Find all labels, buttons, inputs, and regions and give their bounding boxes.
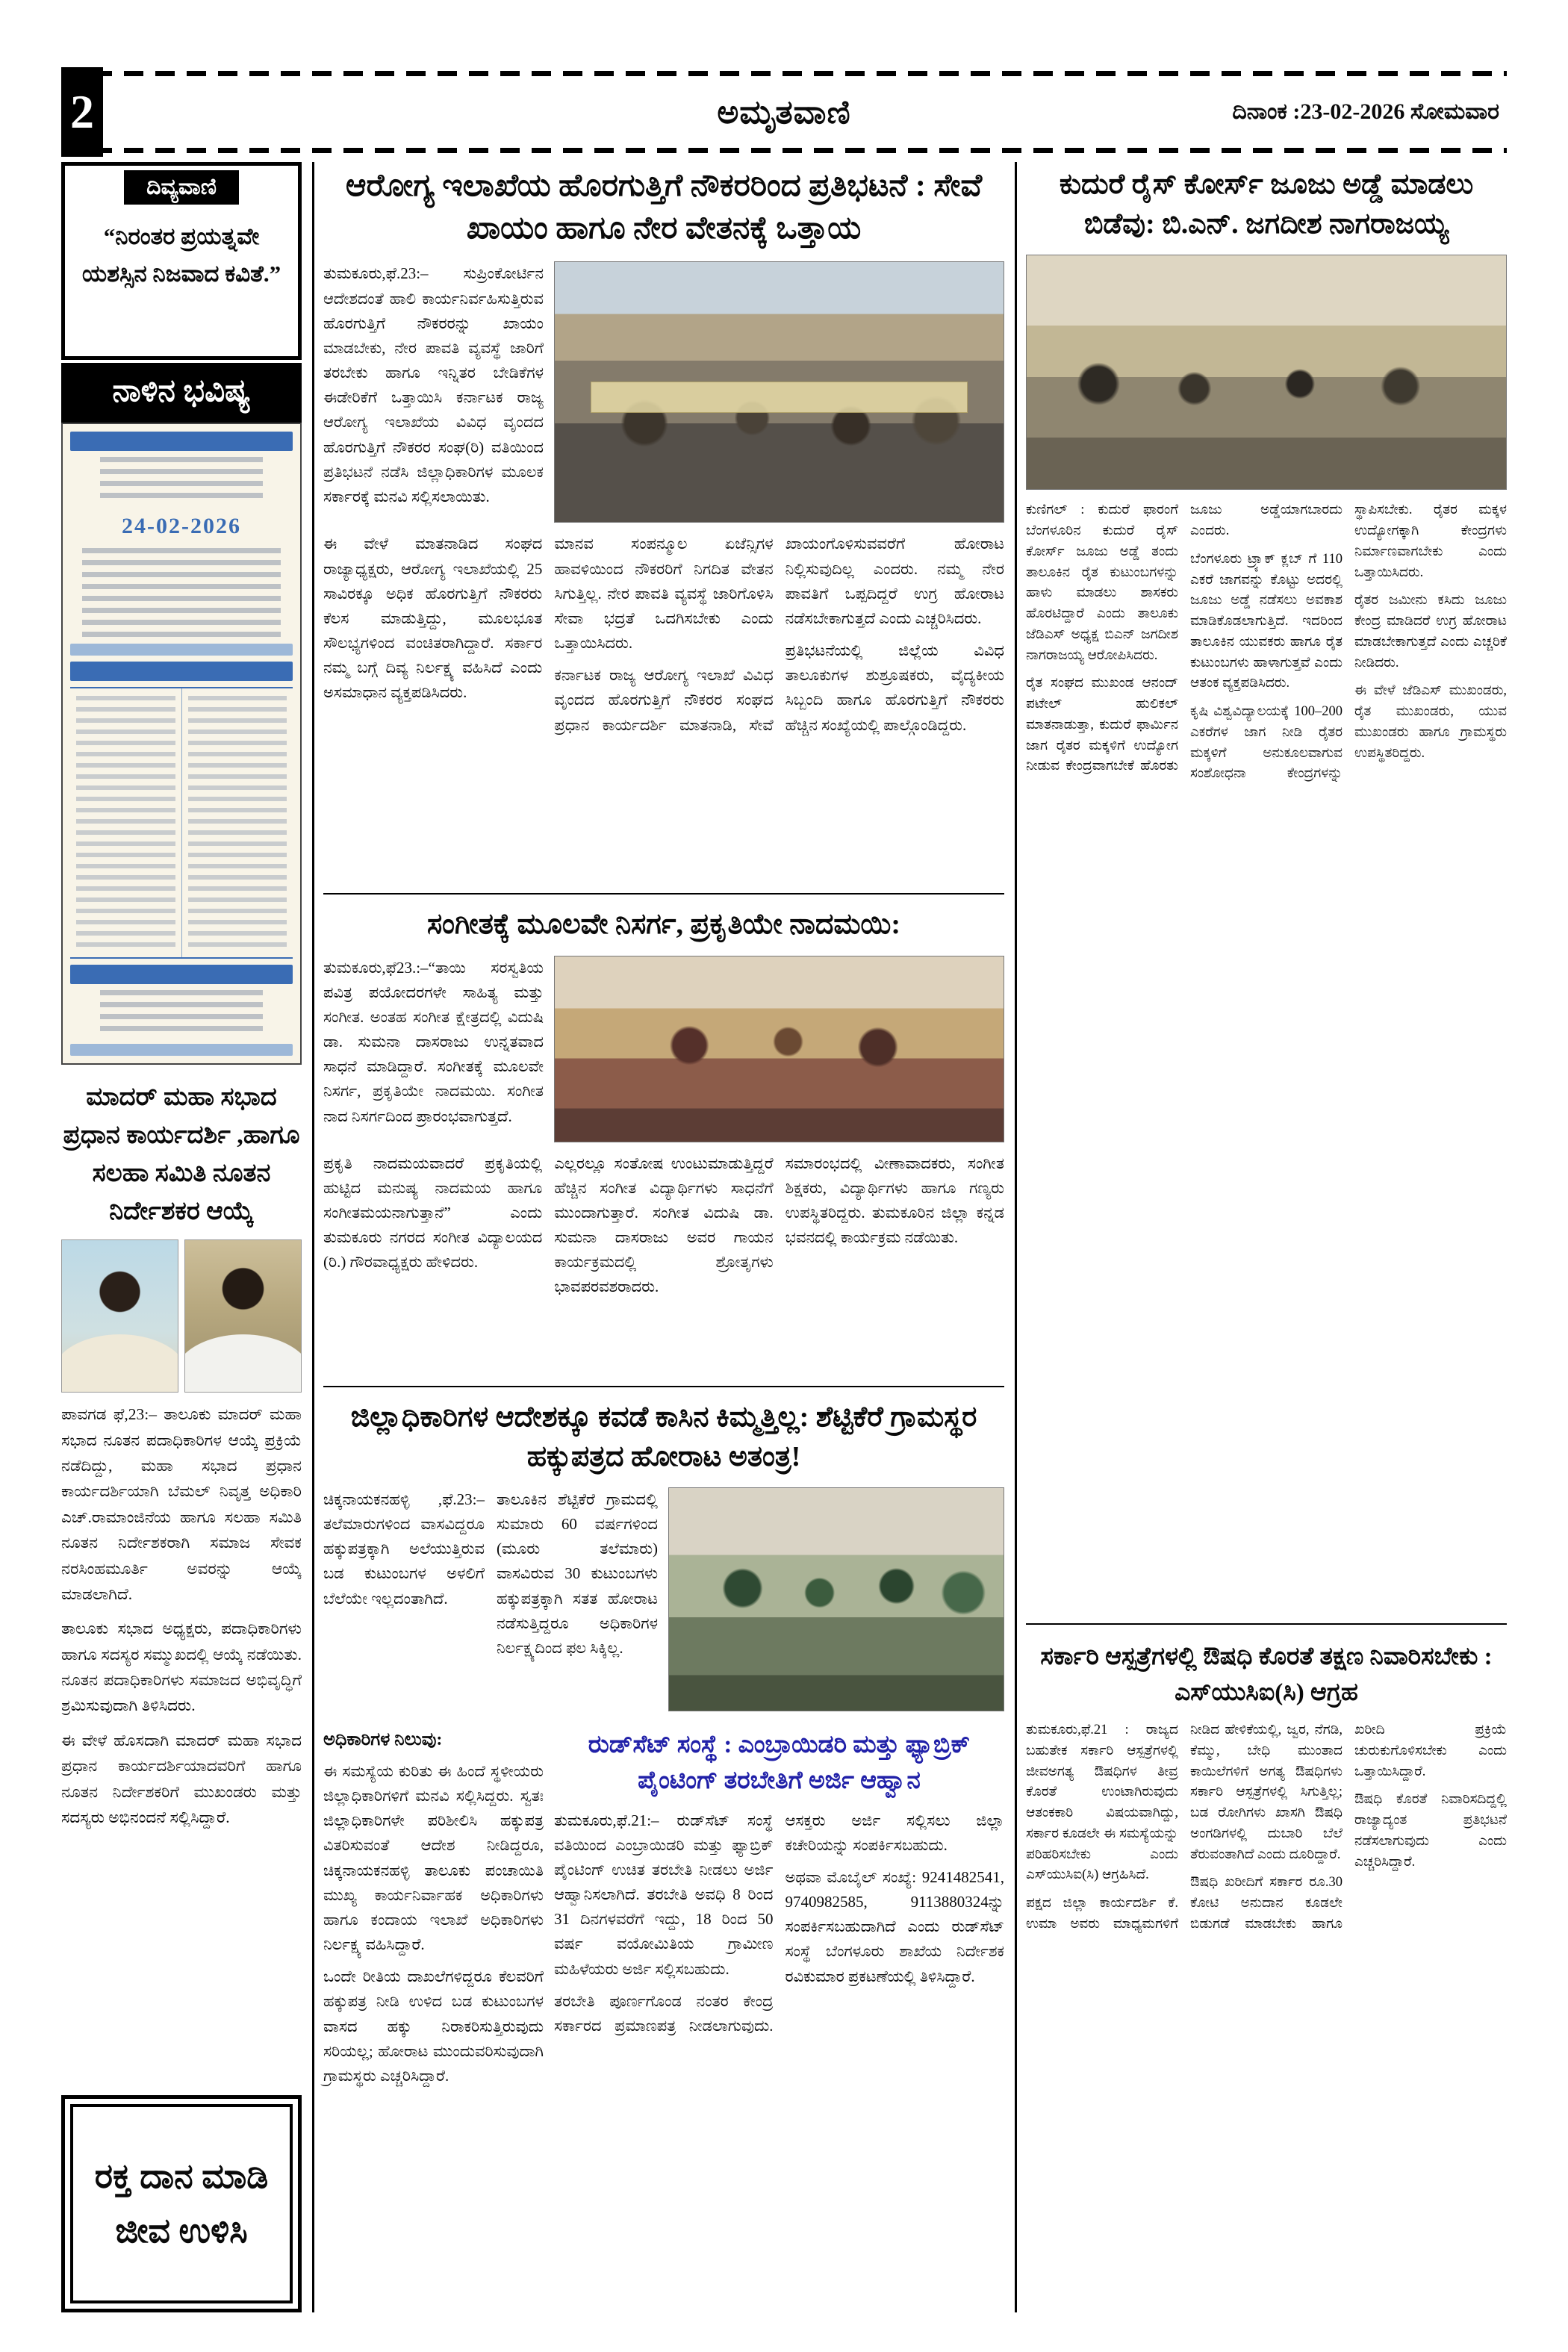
article-rudset: [554, 1720, 1004, 2129]
sidebar-article-body: ಪಾವಗಡ ಫೆ,23:– ತಾಲೂಕು ಮಾದರ್ ಮಹಾ ಸಭಾದ ನೂತನ ಪದಾಧಿಕಾರಿಗಳ ಆಯ್ಕೆ ಪ್ರಕ್ರಿಯೆ ನಡೆದಿದ್ದು, ಮಹಾ ಸಭಾದ ಪ್ರಧಾನ ಕಾರ್ಯದರ್ಶಿಯಾಗಿ ಬೆಮಲ್ ನಿವೃತ್ತ ಅಧಿಕಾರಿ ಎಚ್.ರಾಮಾಂಜಿನೆಯ ಹಾಗೂ ಸಲಹಾ ಸಮಿತಿ ನೂತನ ನಿರ್ದೇಶಕರಾಗಿ ಸಮಾಜ ಸೇವಕ ನರಸಿಂಹಮೂರ್ತಿ ಅವರನ್ನು ಆಯ್ಕೆ ಮಾಡಲಾಗಿದೆ. ತಾಲೂಕು ಸಭಾದ ಅಧ್ಯಕ್ಷರು, ಪದಾಧಿಕಾರಿಗಳು ಹಾಗೂ ಸದಸ್ಯರ ಸಮ್ಮುಖದಲ್ಲಿ ಆಯ್ಕೆ ನಡೆಯಿತು. ನೂತನ ಪದಾಧಿಕಾರಿಗಳು ಸಮಾಜದ ಅಭಿವೃದ್ಧಿಗೆ ಶ್ರಮಿಸುವುದಾಗಿ ತಿಳಿಸಿದರು. ಈ ವೇಳೆ ಹೊಸದಾಗಿ ಮಾದರ್ ಮಹಾ ಸಭಾದ ಪ್ರಧಾನ ಕಾರ್ಯದರ್ಶಿಯಾದವರಿಗೆ ಹಾಗೂ ನೂತನ ನಿರ್ದೇಶಕರಿಗೆ ಮುಖಂಡರು ಮತ್ತು ಸದಸ್ಯರು ಅಭಿನಂದನೆ ಸಲ್ಲಿಸಿದ್ದಾರೆ.: [61, 1405, 302, 1827]
article-health-protest: [323, 162, 1004, 883]
horoscope-panel-bar: [70, 965, 293, 984]
portrait-right: [184, 1239, 302, 1393]
divyavani-quote: “ನಿರಂತರ ಪ್ರಯತ್ನವೇ ಯಶಸ್ಸಿನ ನಿಜವಾದ ಕವಿತೆ.”: [81, 223, 281, 287]
article-horse-headline: ಕುದುರೆ ರೈಸ್ ಕೋರ್ಸ್ ಜೂಜು ಅಡ್ಡೆ ಮಾಡಲು ಬಿಡೆವು: ಬಿ.ಎನ್. ಜಗದೀಶ ನಾಗರಾಜಯ್ಯ: [1059, 169, 1474, 240]
horoscope-panel-text: [82, 548, 281, 638]
photo-villagers-group: [668, 1487, 1004, 1711]
horoscope-cell-texture: [76, 696, 175, 950]
article-hakkupatra-headline: ಜಿಲ್ಲಾಧಿಕಾರಿಗಳ ಆದೇಶಕ್ಕೂ ಕವಡೆ ಕಾಸಿನ ಕಿಮ್ಮತ್ತಿಲ್ಲ: ಶೆಟ್ಟಿಕೆರೆ ಗ್ರಾಮಸ್ಥರ ಹಕ್ಕುಪತ್ರದ ಹೋರಾಟ ಅತಂತ್ರ!: [350, 1401, 977, 1472]
article-horse-course: [1026, 162, 1507, 1613]
article-hakkupatra-body: ಈ ಸಮಸ್ಯೆಯ ಕುರಿತು ಈ ಹಿಂದೆ ಸ್ಥಳೀಯರು ಜಿಲ್ಲಾಧಿಕಾರಿಗಳಿಗೆ ಮನವಿ ಸಲ್ಲಿಸಿದ್ದರು. ಸ್ವತಃ ಜಿಲ್ಲಾಧಿಕಾರಿಗಳೇ ಪರಿಶೀಲಿಸಿ ಹಕ್ಕುಪತ್ರ ವಿತರಿಸುವಂತೆ ಆದೇಶ ನೀಡಿದ್ದರೂ, ಚಿಕ್ಕನಾಯಕನಹಳ್ಳಿ ತಾಲೂಕು ಪಂಚಾಯಿತಿ ಮುಖ್ಯ ಕಾರ್ಯನಿರ್ವಾಹಕ ಅಧಿಕಾರಿಗಳು ಹಾಗೂ ಕಂದಾಯ ಇಲಾಖೆ ಅಧಿಕಾರಿಗಳು ನಿರ್ಲಕ್ಷ್ಯ ವಹಿಸಿದ್ದಾರೆ. ಒಂದೇ ರೀತಿಯ ದಾಖಲೆಗಳಿದ್ದರೂ ಕೆಲವರಿಗೆ ಹಕ್ಕುಪತ್ರ ನೀಡಿ ಉಳಿದ ಬಡ ಕುಟುಂಬಗಳ ವಾಸದ ಹಕ್ಕು ನಿರಾಕರಿಸುತ್ತಿರುವುದು ಸರಿಯಲ್ಲ; ಹೋರಾಟ ಮುಂದುವರಿಸುವುದಾಗಿ ಗ್ರಾಮಸ್ಥರು ಎಚ್ಚರಿಸಿದ್ದಾರೆ.: [323, 1761, 544, 2085]
blood-donation-box: [61, 2095, 302, 2312]
horoscope-panel: [61, 423, 302, 1065]
section-divider: [323, 893, 1004, 895]
article-rudset-body: ತುಮಕೂರು,ಫೆ.21:– ರುಡ್‌ಸೆಟ್ ಸಂಸ್ಥೆ ವತಿಯಿಂದ ಎಂಬ್ರಾಯಿಡರಿ ಮತ್ತು ಫ್ಯಾಬ್ರಿಕ್ ಪೈಂಟಿಂಗ್ ಉಚಿತ ತರಬೇತಿ ನೀಡಲು ಅರ್ಜಿ ಆಹ್ವಾನಿಸಲಾಗಿದೆ. ತರಬೇತಿ ಅವಧಿ 8 ರಿಂದ 31 ದಿನಗಳವರೆಗೆ ಇದ್ದು, 18 ರಿಂದ 50 ವರ್ಷ ವಯೋಮಿತಿಯ ಗ್ರಾಮೀಣ ಮಹಿಳೆಯರು ಅರ್ಜಿ ಸಲ್ಲಿಸಬಹುದು. ತರಬೇತಿ ಪೂರ್ಣಗೊಂಡ ನಂತರ ಕೇಂದ್ರ ಸರ್ಕಾರದ ಪ್ರಮಾಣಪತ್ರ ನೀಡಲಾಗುವುದು. ಆಸಕ್ತರು ಅರ್ಜಿ ಸಲ್ಲಿಸಲು ಜಿಲ್ಲಾ ಕಚೇರಿಯನ್ನು ಸಂಪರ್ಕಿಸಬಹುದು. ಅಥವಾ ಮೊಬೈಲ್ ಸಂಖ್ಯೆ: 9241482541, 9740982585, 9113880324ನ್ನು ಸಂಪರ್ಕಿಸಬಹುದಾಗಿದೆ ಎಂದು ರುಡ್‌ಸೆಟ್ ಸಂಸ್ಥೆ ಬೆಂಗಳೂರು ಶಾಖೆಯ ನಿರ್ದೇಶಕ ರವಿಕುಮಾರ ಪ್ರಕಟಣೆಯಲ್ಲಿ ತಿಳಿಸಿದ್ದಾರೆ.: [554, 1811, 1004, 2035]
horoscope-grid-cell: [70, 688, 181, 957]
photo-protest: [554, 261, 1004, 523]
photo-horse-group: [1026, 255, 1507, 490]
portrait-photos: [61, 1239, 302, 1393]
article-rudset-headline: ರುಡ್‌ಸೆಟ್ ಸಂಸ್ಥೆ : ಎಂಬ್ರಾಯಿಡರಿ ಮತ್ತು ಫ್ಯಾಬ್ರಿಕ್ ಪೈಂಟಿಂಗ್ ತರಬೇತಿಗೆ ಅರ್ಜಿ ಆಹ್ವಾನ: [588, 1731, 971, 1794]
blood-donation-text: [70, 2104, 293, 2303]
main-content: [312, 162, 1507, 2312]
photo-music-event: [554, 956, 1004, 1142]
blood-donation-line2: ಜೀವ ಉಳಿಸಿ: [115, 2212, 248, 2250]
protest-banner: [591, 382, 968, 413]
horoscope-grid: [70, 687, 293, 959]
header-dash-top: [61, 71, 1507, 76]
horoscope-panel-bar: [70, 662, 293, 681]
article-health-lead: ತುಮಕೂರು,ಫೆ.23:– ಸುಪ್ರಿಂಕೋರ್ಟಿನ ಆದೇಶದಂತೆ ಹಾಲಿ ಕಾರ್ಯನಿರ್ವಹಿಸುತ್ತಿರುವ ಹೊರಗುತ್ತಿಗೆ ನೌಕರರನ್ನು ಖಾಯಂ ಮಾಡಬೇಕು, ನೇರ ಪಾವತಿ ವ್ಯವಸ್ಥೆ ಜಾರಿಗೆ ತರಬೇಕು ಹಾಗೂ ಇನ್ನಿತರ ಬೇಡಿಕೆಗಳ ಈಡೇರಿಕೆಗೆ ಒತ್ತಾಯಿಸಿ ಕರ್ನಾಟಕ ರಾಜ್ಯ ಆರೋಗ್ಯ ಇಲಾಖೆಯ ವಿವಿಧ ವೃಂದದ ಹೊರಗುತ್ತಿಗೆ ನೌಕರರ ಸಂಘ(ರಿ) ವತಿಯಿಂದ ಪ್ರತಿಭಟನೆ ನಡೆಸಿ ಜಿಲ್ಲಾಧಿಕಾರಿಗಳ ಮೂಲಕ ಸರ್ಕಾರಕ್ಕೆ ಮನವಿ ಸಲ್ಲಿಸಲಾಯಿತು.: [323, 264, 544, 505]
horoscope-panel-bar: [70, 1044, 293, 1056]
article-hospital-headline: ಸರ್ಕಾರಿ ಆಸ್ಪತ್ರೆಗಳಲ್ಲಿ ಔಷಧಿ ಕೊರತೆ ತಕ್ಷಣ ನಿವಾರಿಸಬೇಕು : ಎಸ್‌ಯುಸಿಐ(ಸಿ) ಆಗ್ರಹ: [1040, 1643, 1493, 1707]
horoscope-cell-texture: [188, 696, 287, 950]
masthead-title: ಅಮೃತವಾಣಿ: [717, 93, 851, 131]
article-health-headline: ಆರೋಗ್ಯ ಇಲಾಖೆಯ ಹೊರಗುತ್ತಿಗೆ ನೌಕರರಿಂದ ಪ್ರತಿಭಟನೆ : ಸೇವೆ ಖಾಯಂ ಹಾಗೂ ನೇರ ವೇತನಕ್ಕೆ ಒತ್ತಾಯ: [345, 169, 983, 246]
horoscope-date: 24-02-2026: [122, 514, 241, 539]
article-hakkupatra-lead: ಚಿಕ್ಕನಾಯಕನಹಳ್ಳಿ ,ಫೆ.23:– ತಲೆಮಾರುಗಳಿಂದ ವಾಸವಿದ್ದರೂ ಹಕ್ಕುಪತ್ರಕ್ಕಾಗಿ ಅಲೆಯುತ್ತಿರುವ ಬಡ ಕುಟುಂಬಗಳ ಅಳಲಿಗೆ ಬೆಲೆಯೇ ಇಲ್ಲದಂತಾಗಿದೆ. ತಾಲೂಕಿನ ಶೆಟ್ಟಿಕೆರೆ ಗ್ರಾಮದಲ್ಲಿ ಸುಮಾರು 60 ವರ್ಷಗಳಿಂದ (ಮೂರು ತಲೆಮಾರು) ವಾಸವಿರುವ 30 ಕುಟುಂಬಗಳು ಹಕ್ಕುಪತ್ರಕ್ಕಾಗಿ ಸತತ ಹೋರಾಟ ನಡೆಸುತ್ತಿದ್ದರೂ ಅಧಿಕಾರಿಗಳ ನಿರ್ಲಕ್ಷ್ಯದಿಂದ ಫಲ ಸಿಕ್ಕಿಲ್ಲ.: [323, 1490, 658, 1657]
divyavani-title: ದಿವ್ಯವಾಣಿ: [124, 170, 239, 205]
horoscope-grid-cell: [181, 688, 293, 957]
article-hakkupatra-officials: [323, 1720, 544, 2129]
article-hospital-body: ತುಮಕೂರು,ಫೆ.21 : ರಾಜ್ಯದ ಬಹುತೇಕ ಸರ್ಕಾರಿ ಆಸ್ಪತ್ರೆಗಳಲ್ಲಿ ಜೀವಅಗತ್ಯ ಔಷಧಿಗಳ ತೀವ್ರ ಕೊರತೆ ಉಂಟಾಗಿರುವುದು ಆತಂಕಕಾರಿ ವಿಷಯವಾಗಿದ್ದು, ಸರ್ಕಾರ ಕೂಡಲೇ ಈ ಸಮಸ್ಯೆಯನ್ನು ಪರಿಹರಿಸಬೇಕು ಎಂದು ಎಸ್‌ಯುಸಿಐ(ಸಿ) ಆಗ್ರಹಿಸಿದೆ. ಪಕ್ಷದ ಜಿಲ್ಲಾ ಕಾರ್ಯದರ್ಶಿ ಕೆ. ಉಮಾ ಅವರು ಮಾಧ್ಯಮಗಳಿಗೆ ನೀಡಿದ ಹೇಳಿಕೆಯಲ್ಲಿ, ಜ್ವರ, ನೆಗಡಿ, ಕೆಮ್ಮು, ಬೇಧಿ ಮುಂತಾದ ಕಾಯಿಲೆಗಳಿಗೆ ಅಗತ್ಯ ಔಷಧಿಗಳು ಸರ್ಕಾರಿ ಆಸ್ಪತ್ರೆಗಳಲ್ಲಿ ಸಿಗುತ್ತಿಲ್ಲ; ಬಡ ರೋಗಿಗಳು ಖಾಸಗಿ ಔಷಧಿ ಅಂಗಡಿಗಳಲ್ಲಿ ದುಬಾರಿ ಬೆಲೆ ತೆರುವಂತಾಗಿದೆ ಎಂದು ದೂರಿದ್ದಾರೆ. ಔಷಧಿ ಖರೀದಿಗೆ ಸರ್ಕಾರ ರೂ.30 ಕೋಟಿ ಅನುದಾನ ಕೂಡಲೇ ಬಿಡುಗಡೆ ಮಾಡಬೇಕು ಹಾಗೂ ಖರೀದಿ ಪ್ರಕ್ರಿಯೆ ಚುರುಕುಗೊಳಿಸಬೇಕು ಎಂದು ಒತ್ತಾಯಿಸಿದ್ದಾರೆ. ಔಷಧಿ ಕೊರತೆ ನಿವಾರಿಸದಿದ್ದಲ್ಲಿ ರಾಜ್ಯಾದ್ಯಂತ ಪ್ರತಿಭಟನೆ ನಡೆಸಲಾಗುವುದು ಎಂದು ಎಚ್ಚರಿಸಿದ್ದಾರೆ.: [1026, 1723, 1507, 1932]
header-dash-bottom: [61, 148, 1507, 153]
left-sidebar: [61, 162, 302, 2312]
article-music-lead: ತುಮಕೂರು,ಫೆ23.:–“ತಾಯಿ ಸರಸ್ವತಿಯ ಪವಿತ್ರ ಪಯೋದರಗಳೇ ಸಾಹಿತ್ಯ ಮತ್ತು ಸಂಗೀತ. ಅಂತಹ ಸಂಗೀತ ಕ್ಷೇತ್ರದಲ್ಲಿ ವಿದುಷಿ ಡಾ. ಸುಮನಾ ದಾಸರಾಜು ಉನ್ನತವಾದ ಸಾಧನೆ ಮಾಡಿದ್ದಾರೆ. ಸಂಗೀತಕ್ಕೆ ಮೂಲವೇ ನಿಸರ್ಗ, ಪ್ರಕೃತಿಯೇ ನಾದಮಯಿ. ಸಂಗೀತ ನಾದ ನಿಸರ್ಗದಿಂದ ಪ್ರಾರಂಭವಾಗುತ್ತದೆ.: [323, 958, 544, 1125]
article-hakkupatra: [323, 1395, 1004, 2138]
horoscope-panel-bar: [70, 644, 293, 656]
article-music-headline: ಸಂಗೀತಕ್ಕೆ ಮೂಲವೇ ನಿಸರ್ಗ, ಪ್ರಕೃತಿಯೇ ನಾದಮಯಿ:: [426, 909, 901, 941]
section-divider: [1026, 1623, 1507, 1625]
header-row: [61, 76, 1507, 148]
article-hospital: [1026, 1632, 1507, 2228]
divyavani-box: [61, 162, 302, 360]
date-line: ದಿನಾಂಕ :23-02-2026 ಸೋಮವಾರ: [1232, 99, 1499, 124]
article-music-body: ಪ್ರಕೃತಿ ನಾದಮಯವಾದರೆ ಪ್ರಕೃತಿಯಲ್ಲಿ ಹುಟ್ಟಿದ ಮನುಷ್ಯ ನಾದಮಯ ಹಾಗೂ ಸಂಗೀತಮಯನಾಗುತ್ತಾನೆ” ಎಂದು ತುಮಕೂರು ನಗರದ ಸಂಗೀತ ವಿದ್ಯಾಲಯದ (ರಿ.) ಗೌರವಾಧ್ಯಕ್ಷರು ಹೇಳಿದರು. ಎಲ್ಲರಲ್ಲೂ ಸಂತೋಷ ಉಂಟುಮಾಡುತ್ತಿದ್ದರೆ ಹೆಚ್ಚಿನ ಸಂಗೀತ ವಿದ್ಯಾರ್ಥಿಗಳು ಸಾಧನೆಗೆ ಮುಂದಾಗುತ್ತಾರೆ. ಸಂಗೀತ ವಿದುಷಿ ಡಾ. ಸುಮನಾ ದಾಸರಾಜು ಅವರ ಗಾಯನ ಕಾರ್ಯಕ್ರಮದಲ್ಲಿ ಶ್ರೋತೃಗಳು ಭಾವಪರವಶರಾದರು. ಸಮಾರಂಭದಲ್ಲಿ ವೀಣಾವಾದಕರು, ಸಂಗೀತ ಶಿಕ್ಷಕರು, ವಿದ್ಯಾರ್ಥಿಗಳು ಹಾಗೂ ಗಣ್ಯರು ಉಪಸ್ಥಿತರಿದ್ದರು. ತುಮಕೂರಿನ ಜಿಲ್ಲಾ ಕನ್ನಡ ಭವನದಲ್ಲಿ ಕಾರ್ಯಕ್ರಮ ನಡೆಯಿತು.: [323, 1154, 1004, 1296]
article-music: [323, 902, 1004, 1375]
article-horse-body: ಕುಣಿಗಲ್ : ಕುದುರೆ ಫಾರಂಗೆ ಬೆಂಗಳೂರಿನ ಕುದುರೆ ರೈಸ್ ಕೋರ್ಸ್ ಜೂಜು ಅಡ್ಡೆ ತಂದು ತಾಲೂಕಿನ ರೈತ ಕುಟುಂಬಗಳನ್ನು ಹಾಳು ಮಾಡಲು ಶಾಸಕರು ಹೊರಟಿದ್ದಾರೆ ಎಂದು ತಾಲೂಕು ಜೆಡಿಎಸ್ ಅಧ್ಯಕ್ಷ ಬಿಎನ್ ಜಗದೀಶ ನಾಗರಾಜಯ್ಯ ಆರೋಪಿಸಿದರು. ರೈತ ಸಂಘದ ಮುಖಂಡ ಆನಂದ್ ಪಟೇಲ್ ಹುಲಿಕಲ್ ಮಾತನಾಡುತ್ತಾ, ಕುದುರೆ ಫಾರ್ಮಿನ ಜಾಗ ರೈತರ ಮಕ್ಕಳಿಗೆ ಉದ್ಯೋಗ ನೀಡುವ ಕೇಂದ್ರವಾಗಬೇಕೆ ಹೊರತು ಜೂಜು ಅಡ್ಡೆಯಾಗಬಾರದು ಎಂದರು. ಬೆಂಗಳೂರು ಟ್ರ್ಯಾಕ್ ಕ್ಲಬ್ ಗೆ 110 ಎಕರೆ ಜಾಗವನ್ನು ಕೊಟ್ಟು ಅದರಲ್ಲಿ ಜೂಜು ಅಡ್ಡೆ ನಡೆಸಲು ಅವಕಾಶ ಮಾಡಿಕೊಡಲಾಗುತ್ತಿದೆ. ಇದರಿಂದ ತಾಲೂಕಿನ ಯುವಕರು ಹಾಗೂ ರೈತ ಕುಟುಂಬಗಳು ಹಾಳಾಗುತ್ತವೆ ಎಂದು ಆತಂಕ ವ್ಯಕ್ತಪಡಿಸಿದರು. ಕೃಷಿ ವಿಶ್ವವಿದ್ಯಾಲಯಕ್ಕೆ 100–200 ಎಕರೆಗಳ ಜಾಗ ನೀಡಿ ರೈತರ ಮಕ್ಕಳಿಗೆ ಅನುಕೂಲವಾಗುವ ಸಂಶೋಧನಾ ಕೇಂದ್ರಗಳನ್ನು ಸ್ಥಾಪಿಸಬೇಕು. ರೈತರ ಮಕ್ಕಳ ಉದ್ಯೋಗಕ್ಕಾಗಿ ಕೇಂದ್ರಗಳು ನಿರ್ಮಾಣವಾಗಬೇಕು ಎಂದು ಒತ್ತಾಯಿಸಿದರು. ರೈತರ ಜಮೀನು ಕಸಿದು ಜೂಜು ಕೇಂದ್ರ ಮಾಡಿದರೆ ಉಗ್ರ ಹೋರಾಟ ಮಾಡಬೇಕಾಗುತ್ತದೆ ಎಂದು ಎಚ್ಚರಿಕೆ ನೀಡಿದರು. ಈ ವೇಳೆ ಜೆಡಿಎಸ್ ಮುಖಂಡರು, ರೈತ ಮುಖಂಡರು, ಯುವ ಮುಖಂಡರು ಹಾಗೂ ಗ್ರಾಮಸ್ಥರು ಉಪಸ್ಥಿತರಿದ್ದರು.: [1026, 503, 1507, 782]
page-number: 2: [61, 67, 103, 157]
masthead-block: [61, 71, 1507, 153]
article-health-body: ಈ ವೇಳೆ ಮಾತನಾಡಿದ ಸಂಘದ ರಾಜ್ಯಾಧ್ಯಕ್ಷರು, ಆರೋಗ್ಯ ಇಲಾಖೆಯಲ್ಲಿ 25 ಸಾವಿರಕ್ಕೂ ಅಧಿಕ ಹೊರಗುತ್ತಿಗೆ ನೌಕರರು ಕೆಲಸ ಮಾಡುತ್ತಿದ್ದು, ಮೂಲಭೂತ ಸೌಲಭ್ಯಗಳಿಂದ ವಂಚಿತರಾಗಿದ್ದಾರೆ. ಸರ್ಕಾರ ನಮ್ಮ ಬಗ್ಗೆ ದಿವ್ಯ ನಿರ್ಲಕ್ಷ್ಯ ವಹಿಸಿದೆ ಎಂದು ಅಸಮಾಧಾನ ವ್ಯಕ್ತಪಡಿಸಿದರು. ಮಾನವ ಸಂಪನ್ಮೂಲ ಏಜೆನ್ಸಿಗಳ ಹಾವಳಿಯಿಂದ ನೌಕರರಿಗೆ ನಿಗದಿತ ವೇತನ ಸಿಗುತ್ತಿಲ್ಲ. ನೇರ ಪಾವತಿ ವ್ಯವಸ್ಥೆ ಜಾರಿಗೊಳಿಸಿ ಸೇವಾ ಭದ್ರತೆ ಒದಗಿಸಬೇಕು ಎಂದು ಒತ್ತಾಯಿಸಿದರು. ಕರ್ನಾಟಕ ರಾಜ್ಯ ಆರೋಗ್ಯ ಇಲಾಖೆ ವಿವಿಧ ವೃಂದದ ಹೊರಗುತ್ತಿಗೆ ನೌಕರರ ಸಂಘದ ಪ್ರಧಾನ ಕಾರ್ಯದರ್ಶಿ ಮಾತನಾಡಿ, ಸೇವೆ ಖಾಯಂಗೊಳಿಸುವವರೆಗೆ ಹೋರಾಟ ನಿಲ್ಲಿಸುವುದಿಲ್ಲ ಎಂದರು. ನಮ್ಮ ನೇರ ಪಾವತಿಗೆ ಒಪ್ಪದಿದ್ದರೆ ಉಗ್ರ ಹೋರಾಟ ನಡೆಸಬೇಕಾಗುತ್ತದೆ ಎಂದು ಎಚ್ಚರಿಸಿದರು. ಪ್ರತಿಭಟನೆಯಲ್ಲಿ ಜಿಲ್ಲೆಯ ವಿವಿಧ ತಾಲೂಕುಗಳ ಶುಶ್ರೂಷಕರು, ವೈದ್ಯಕೀಯ ಸಿಬ್ಬಂದಿ ಹಾಗೂ ಹೊರಗುತ್ತಿಗೆ ನೌಕರರು ಹೆಚ್ಚಿನ ಸಂಖ್ಯೆಯಲ್ಲಿ ಪಾಲ್ಗೊಂಡಿದ್ದರು.: [323, 535, 1004, 734]
sidebar-article-headline: ಮಾದರ್ ಮಹಾ ಸಭಾದ ಪ್ರಧಾನ ಕಾರ್ಯದರ್ಶಿ ,ಹಾಗೂ ಸಲಹಾ ಸಮಿತಿ ನೂತನ ನಿರ್ದೇಶಕರ ಆಯ್ಕೆ: [63, 1083, 300, 1226]
main-right-column: [1015, 162, 1507, 2312]
horoscope-banner: ನಾಳಿನ ಭವಿಷ್ಯ: [61, 363, 302, 423]
main-left-column: [323, 162, 1004, 2312]
article-hakkupatra-subhead: ಅಧಿಕಾರಿಗಳ ನಿಲುವು:: [323, 1729, 443, 1749]
horoscope-panel-text: [100, 457, 263, 505]
section-divider: [323, 1386, 1004, 1387]
horoscope-panel-text: [100, 990, 263, 1038]
horoscope-panel-bar: [70, 432, 293, 451]
portrait-left: [61, 1239, 178, 1393]
blood-donation-line1: ರಕ್ತ ದಾನ ಮಾಡಿ: [94, 2156, 269, 2195]
